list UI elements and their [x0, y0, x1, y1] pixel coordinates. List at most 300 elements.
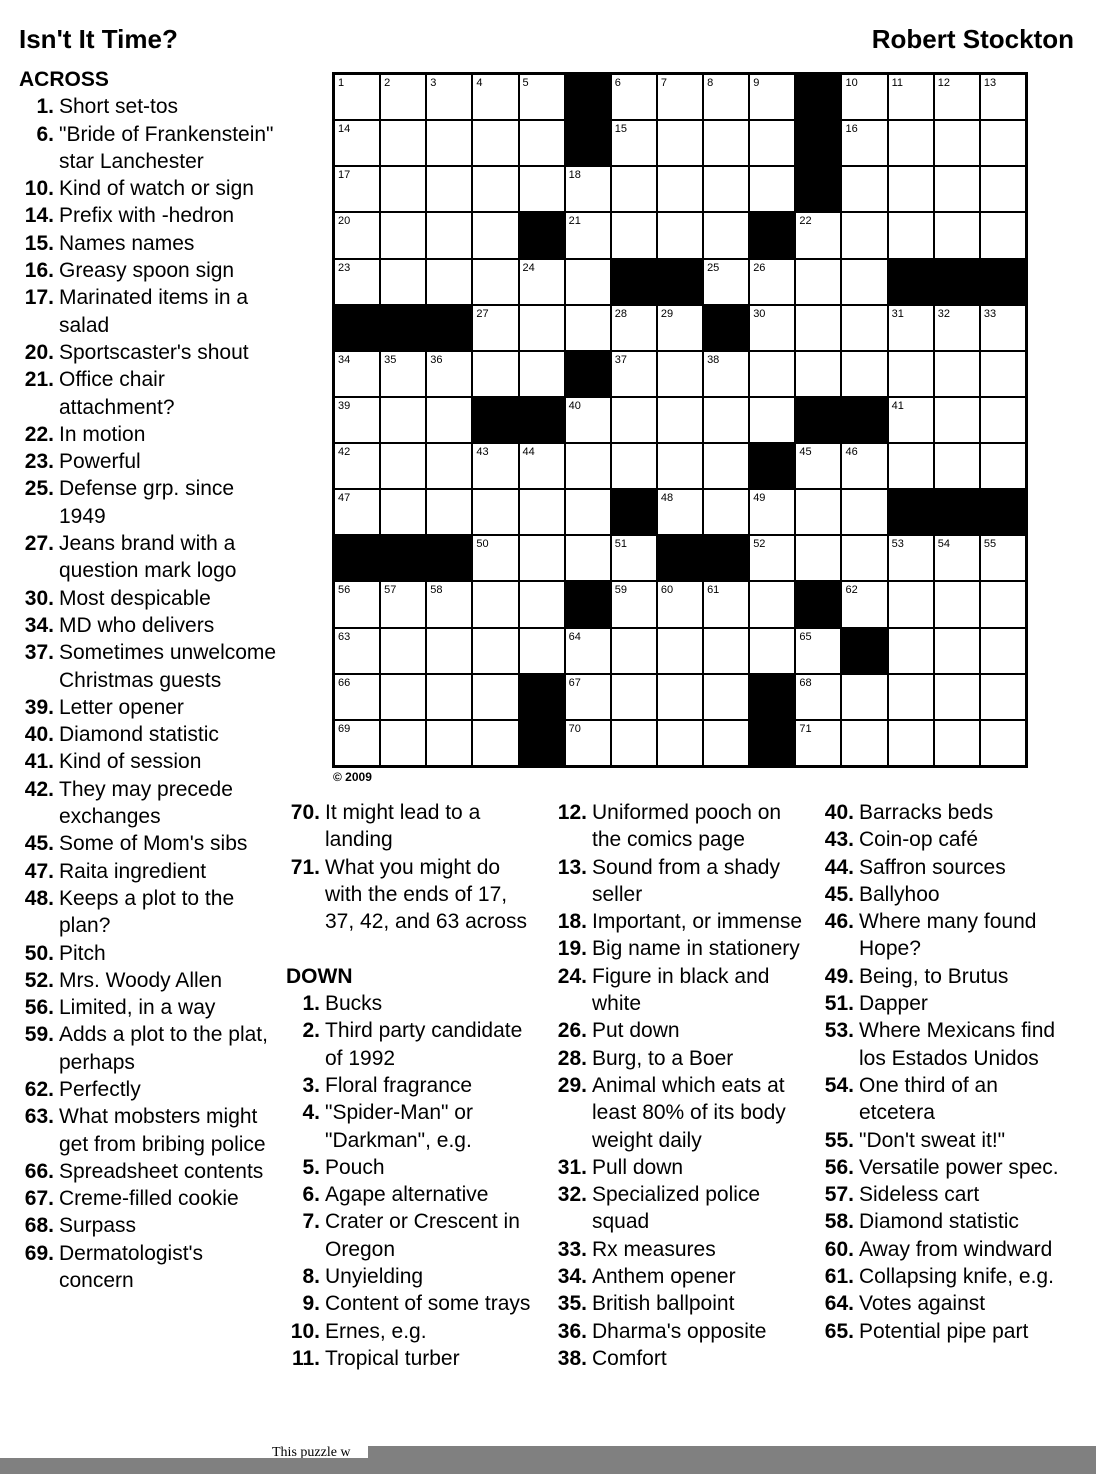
- grid-cell[interactable]: [889, 675, 933, 719]
- grid-cell[interactable]: [750, 352, 794, 396]
- grid-cell[interactable]: [889, 213, 933, 257]
- grid-cell[interactable]: [520, 75, 564, 119]
- grid-cell[interactable]: [842, 444, 886, 488]
- grid-cell[interactable]: [889, 167, 933, 211]
- grid-cell[interactable]: [842, 306, 886, 350]
- grid-cell[interactable]: [566, 536, 610, 580]
- grid-cell[interactable]: [750, 75, 794, 119]
- clue-item: [820, 1290, 1075, 1317]
- grid-cell[interactable]: [381, 675, 425, 719]
- grid-cell[interactable]: [427, 582, 471, 626]
- cell-number: 13: [983, 77, 997, 89]
- clue-text: Anthem opener: [592, 1265, 736, 1289]
- clue-item: [820, 1208, 1075, 1235]
- clue-item: [286, 1072, 536, 1099]
- grid-cell[interactable]: [612, 536, 656, 580]
- clue-text: Sound from a shady seller: [592, 855, 780, 906]
- clue-number: 60.: [824, 1237, 854, 1261]
- grid-cell[interactable]: [704, 629, 748, 673]
- cell-number: 26: [753, 261, 766, 274]
- clue-text: They may precede exchanges: [59, 777, 233, 829]
- grid-cell[interactable]: [981, 306, 1025, 350]
- grid-cell[interactable]: [842, 352, 886, 396]
- grid-cell[interactable]: [612, 213, 656, 257]
- grid-cell[interactable]: [473, 721, 517, 765]
- grid-cell[interactable]: [473, 306, 517, 350]
- grid-cell[interactable]: [889, 721, 933, 765]
- clue-item: [820, 1127, 1075, 1154]
- grid-cell[interactable]: [612, 444, 656, 488]
- clue-item: [820, 881, 1075, 908]
- grid-cell[interactable]: [704, 352, 748, 396]
- grid-cell[interactable]: [612, 398, 656, 442]
- clue-text: Adds a plot to the plat, perhaps: [59, 1023, 268, 1074]
- clue-text: Keeps a plot to the plan?: [59, 886, 235, 938]
- grid-cell[interactable]: [889, 444, 933, 488]
- grid-cell[interactable]: [335, 260, 379, 304]
- clue-item: [820, 1072, 1075, 1127]
- grid-cell[interactable]: [473, 629, 517, 673]
- clue-number: 50.: [24, 941, 54, 965]
- grid-cell[interactable]: [750, 306, 794, 350]
- grid-cell[interactable]: [889, 398, 933, 442]
- clue-item: [19, 257, 279, 284]
- grid-cell[interactable]: [750, 536, 794, 580]
- clue-item: [19, 1212, 279, 1239]
- grid-cell[interactable]: [566, 306, 610, 350]
- crossword-grid: [332, 72, 1028, 768]
- clue-text: "Spider-Man" or "Darkman", e.g.: [325, 1101, 473, 1152]
- grid-cell[interactable]: [566, 721, 610, 765]
- cell-number: 50: [476, 538, 489, 551]
- grid-cell[interactable]: [427, 213, 471, 257]
- grid-cell[interactable]: [981, 213, 1025, 257]
- clue-item: [19, 230, 279, 257]
- grid-cell[interactable]: [842, 490, 886, 534]
- grid-cell[interactable]: [842, 260, 886, 304]
- grid-cell[interactable]: [381, 490, 425, 534]
- grid-cell[interactable]: [381, 352, 425, 396]
- cell-number: 55: [983, 538, 997, 551]
- grid-cell[interactable]: [842, 536, 886, 580]
- grid-cell[interactable]: [520, 582, 564, 626]
- grid-cell[interactable]: [520, 490, 564, 534]
- grid-cell[interactable]: [381, 629, 425, 673]
- grid-cell[interactable]: [704, 121, 748, 165]
- grid-cell[interactable]: [658, 398, 702, 442]
- grid-cell[interactable]: [612, 582, 656, 626]
- grid-cell[interactable]: [566, 444, 610, 488]
- grid-cell[interactable]: [842, 675, 886, 719]
- black-square: [796, 75, 840, 119]
- grid-cell[interactable]: [796, 536, 840, 580]
- grid-cell[interactable]: [381, 260, 425, 304]
- grid-cell[interactable]: [796, 721, 840, 765]
- clue-number: 37.: [24, 641, 54, 665]
- grid-cell[interactable]: [473, 444, 517, 488]
- grid-cell[interactable]: [335, 352, 379, 396]
- grid-cell[interactable]: [981, 675, 1025, 719]
- cell-number: 39: [338, 399, 351, 412]
- grid-cell[interactable]: [704, 582, 748, 626]
- grid-cell[interactable]: [335, 121, 379, 165]
- grid-cell[interactable]: [473, 167, 517, 211]
- grid-cell[interactable]: [427, 398, 471, 442]
- clue-text: It might lead to a landing: [325, 801, 481, 852]
- cell-number: 6: [614, 77, 621, 89]
- clue-text: Content of some trays: [325, 1292, 531, 1316]
- cell-number: 56: [338, 584, 351, 597]
- grid-cell[interactable]: [427, 629, 471, 673]
- grid-cell[interactable]: [612, 167, 656, 211]
- clue-item: [286, 1154, 536, 1181]
- clue-number: 23.: [24, 450, 54, 474]
- grid-cell[interactable]: [520, 352, 564, 396]
- grid-cell[interactable]: [335, 75, 379, 119]
- grid-cell[interactable]: [935, 536, 979, 580]
- grid-cell[interactable]: [381, 121, 425, 165]
- grid-cell[interactable]: [381, 167, 425, 211]
- grid-cell[interactable]: [704, 444, 748, 488]
- clue-text: Big name in stationery: [592, 937, 800, 961]
- grid-cell[interactable]: [520, 629, 564, 673]
- grid-cell[interactable]: [427, 490, 471, 534]
- cell-number: 29: [660, 307, 674, 320]
- clue-text: Tropical turber: [325, 1346, 460, 1370]
- cell-number: 64: [568, 630, 581, 643]
- grid-cell[interactable]: [381, 582, 425, 626]
- grid-cell[interactable]: [520, 444, 564, 488]
- grid-cell[interactable]: [842, 721, 886, 765]
- grid-cell[interactable]: [750, 398, 794, 442]
- grid-cell[interactable]: [658, 121, 702, 165]
- grid-cell[interactable]: [473, 490, 517, 534]
- cell-number: 33: [983, 307, 997, 320]
- clue-item: [552, 1263, 814, 1290]
- black-square: [520, 721, 564, 765]
- grid-cell[interactable]: [335, 490, 379, 534]
- grid-cell[interactable]: [612, 352, 656, 396]
- cell-number: 9: [753, 77, 760, 89]
- grid-cell[interactable]: [796, 352, 840, 396]
- black-square: [935, 490, 979, 534]
- grid-cell[interactable]: [889, 306, 933, 350]
- cell-number: 16: [845, 123, 858, 136]
- black-square: [658, 260, 702, 304]
- clue-item: [820, 1236, 1075, 1263]
- grid-cell[interactable]: [658, 582, 702, 626]
- grid-cell[interactable]: [658, 444, 702, 488]
- grid-cell[interactable]: [981, 444, 1025, 488]
- grid-cell[interactable]: [612, 121, 656, 165]
- grid-cell[interactable]: [612, 721, 656, 765]
- clue-text: "Don't sweat it!": [859, 1128, 1006, 1152]
- clue-number: 66.: [24, 1159, 54, 1183]
- black-square: [750, 444, 794, 488]
- grid-cell[interactable]: [935, 213, 979, 257]
- black-square: [566, 75, 610, 119]
- grid-cell[interactable]: [935, 75, 979, 119]
- black-square: [750, 721, 794, 765]
- cell-number: 59: [614, 584, 628, 597]
- clue-text: Defense grp. since 1949: [59, 477, 235, 528]
- section-header: DOWN: [286, 964, 353, 988]
- black-square: [520, 398, 564, 442]
- grid-cell[interactable]: [750, 260, 794, 304]
- clue-item: [19, 366, 279, 421]
- grid-cell[interactable]: [935, 629, 979, 673]
- cell-number: 67: [568, 676, 581, 689]
- clue-item: [820, 1154, 1075, 1181]
- clue-number: 7.: [302, 1210, 320, 1234]
- grid-cell[interactable]: [981, 121, 1025, 165]
- cell-number: 44: [522, 446, 535, 459]
- cell-number: 22: [799, 215, 812, 228]
- grid-cell[interactable]: [427, 675, 471, 719]
- cell-number: 35: [384, 353, 397, 366]
- grid-cell[interactable]: [750, 167, 794, 211]
- grid-cell[interactable]: [981, 352, 1025, 396]
- clue-number: 10.: [290, 1319, 320, 1343]
- grid-cell[interactable]: [473, 213, 517, 257]
- grid-cell[interactable]: [981, 721, 1025, 765]
- grid-cell[interactable]: [842, 121, 886, 165]
- grid-cell[interactable]: [704, 490, 748, 534]
- grid-cell[interactable]: [381, 75, 425, 119]
- clue-text: Short set-tos: [59, 95, 179, 119]
- grid-cell[interactable]: [473, 675, 517, 719]
- clue-number: 8.: [302, 1265, 320, 1289]
- clue-number: 41.: [24, 750, 54, 774]
- grid-cell[interactable]: [981, 167, 1025, 211]
- grid-cell[interactable]: [566, 629, 610, 673]
- grid-cell[interactable]: [981, 582, 1025, 626]
- grid-cell[interactable]: [381, 213, 425, 257]
- grid-cell[interactable]: [473, 260, 517, 304]
- footer-text: This puzzle w: [272, 1446, 351, 1458]
- cell-number: 2: [384, 77, 391, 89]
- grid-cell[interactable]: [981, 398, 1025, 442]
- grid-cell[interactable]: [889, 629, 933, 673]
- grid-cell[interactable]: [473, 121, 517, 165]
- grid-cell[interactable]: [658, 352, 702, 396]
- clue-number: 53.: [824, 1019, 854, 1043]
- clue-text: British ballpoint: [592, 1292, 735, 1316]
- grid-cell[interactable]: [427, 75, 471, 119]
- grid-cell[interactable]: [842, 213, 886, 257]
- grid-cell[interactable]: [889, 582, 933, 626]
- cell-number: 66: [338, 676, 351, 689]
- clue-number: 71.: [290, 855, 320, 879]
- grid-cell[interactable]: [658, 721, 702, 765]
- grid-cell[interactable]: [612, 75, 656, 119]
- cell-number: 23: [338, 261, 351, 274]
- grid-cell[interactable]: [796, 490, 840, 534]
- grid-cell[interactable]: [335, 444, 379, 488]
- grid-cell[interactable]: [796, 444, 840, 488]
- cell-number: 54: [937, 538, 950, 551]
- grid-cell[interactable]: [935, 398, 979, 442]
- clue-text: Some of Mom's sibs: [59, 832, 248, 856]
- grid-cell[interactable]: [935, 721, 979, 765]
- grid-cell[interactable]: [935, 121, 979, 165]
- clue-item: [552, 1072, 814, 1154]
- clue-number: 30.: [24, 586, 54, 610]
- grid-cell[interactable]: [520, 121, 564, 165]
- clue-number: 21.: [24, 368, 54, 392]
- black-square: [796, 121, 840, 165]
- grid-cell[interactable]: [796, 306, 840, 350]
- grid-cell[interactable]: [427, 721, 471, 765]
- grid-cell[interactable]: [520, 167, 564, 211]
- clue-item: [19, 1021, 279, 1076]
- grid-cell[interactable]: [612, 675, 656, 719]
- grid-cell[interactable]: [842, 582, 886, 626]
- grid-cell[interactable]: [842, 75, 886, 119]
- grid-cell[interactable]: [473, 75, 517, 119]
- clue-text: Where Mexicans find los Estados Unidos: [859, 1019, 1056, 1070]
- grid-cell[interactable]: [935, 582, 979, 626]
- grid-cell[interactable]: [473, 352, 517, 396]
- grid-cell[interactable]: [796, 213, 840, 257]
- clue-text: Kind of session: [59, 750, 202, 774]
- clue-number: 3.: [302, 1073, 320, 1097]
- grid-cell[interactable]: [889, 352, 933, 396]
- grid-cell[interactable]: [981, 75, 1025, 119]
- grid-cell[interactable]: [935, 352, 979, 396]
- grid-cell[interactable]: [704, 75, 748, 119]
- clue-item: [552, 1154, 814, 1181]
- black-square: [612, 260, 656, 304]
- cell-number: 4: [476, 77, 483, 89]
- clue-number: 57.: [824, 1183, 854, 1207]
- clue-item: [552, 908, 814, 935]
- grid-cell[interactable]: [750, 582, 794, 626]
- grid-cell[interactable]: [658, 675, 702, 719]
- grid-cell[interactable]: [658, 490, 702, 534]
- clue-item: [19, 93, 279, 120]
- grid-cell[interactable]: [520, 306, 564, 350]
- clue-number: 18.: [557, 910, 587, 934]
- grid-cell[interactable]: [658, 629, 702, 673]
- grid-cell[interactable]: [658, 75, 702, 119]
- grid-cell[interactable]: [381, 444, 425, 488]
- grid-cell[interactable]: [612, 629, 656, 673]
- clue-item: [286, 1099, 536, 1154]
- grid-cell[interactable]: [704, 675, 748, 719]
- grid-cell[interactable]: [935, 167, 979, 211]
- clue-text: Coin-op café: [859, 828, 979, 852]
- grid-cell[interactable]: [935, 444, 979, 488]
- grid-cell[interactable]: [889, 121, 933, 165]
- grid-cell[interactable]: [520, 260, 564, 304]
- grid-cell[interactable]: [335, 398, 379, 442]
- grid-cell[interactable]: [566, 213, 610, 257]
- grid-cell[interactable]: [427, 352, 471, 396]
- grid-cell[interactable]: [335, 629, 379, 673]
- clue-item: [552, 799, 814, 854]
- grid-cell[interactable]: [520, 536, 564, 580]
- clue-text: Dharma's opposite: [592, 1319, 767, 1343]
- clue-text: Agape alternative: [325, 1183, 489, 1207]
- grid-cell[interactable]: [704, 260, 748, 304]
- cell-number: 65: [799, 630, 812, 643]
- clue-item: [19, 885, 279, 940]
- grid-cell[interactable]: [473, 536, 517, 580]
- grid-cell[interactable]: [335, 167, 379, 211]
- grid-cell[interactable]: [335, 721, 379, 765]
- clue-item: [19, 612, 279, 639]
- grid-cell[interactable]: [566, 167, 610, 211]
- cell-number: 42: [338, 446, 351, 459]
- grid-cell[interactable]: [566, 675, 610, 719]
- clue-number: 42.: [24, 777, 54, 801]
- clue-number: 48.: [24, 886, 54, 910]
- grid-cell[interactable]: [566, 398, 610, 442]
- cell-number: 69: [338, 722, 351, 735]
- clue-number: 25.: [24, 477, 54, 501]
- cell-number: 47: [338, 492, 351, 505]
- grid-cell[interactable]: [473, 582, 517, 626]
- clue-text: Most despicable: [59, 586, 211, 610]
- cell-number: 52: [753, 538, 766, 551]
- grid-cell[interactable]: [704, 721, 748, 765]
- clue-number: 44.: [824, 855, 854, 879]
- grid-cell[interactable]: [658, 167, 702, 211]
- grid-cell[interactable]: [381, 398, 425, 442]
- clue-text: Animal which eats at least 80% of its body weight daily: [592, 1073, 786, 1152]
- grid-cell[interactable]: [981, 629, 1025, 673]
- grid-cell[interactable]: [750, 490, 794, 534]
- grid-cell[interactable]: [889, 536, 933, 580]
- grid-cell[interactable]: [796, 629, 840, 673]
- grid-cell[interactable]: [658, 306, 702, 350]
- grid-cell[interactable]: [335, 213, 379, 257]
- grid-cell[interactable]: [427, 260, 471, 304]
- grid-cell[interactable]: [796, 260, 840, 304]
- grid-cell[interactable]: [566, 260, 610, 304]
- clue-item: [820, 1181, 1075, 1208]
- grid-cell[interactable]: [704, 213, 748, 257]
- clue-text: Pouch: [325, 1155, 385, 1179]
- grid-cell[interactable]: [335, 675, 379, 719]
- grid-cell[interactable]: [704, 398, 748, 442]
- grid-cell[interactable]: [566, 490, 610, 534]
- grid-cell[interactable]: [750, 629, 794, 673]
- grid-cell[interactable]: [889, 75, 933, 119]
- clue-number: 14.: [24, 204, 54, 228]
- grid-cell[interactable]: [381, 721, 425, 765]
- cell-number: 71: [799, 722, 812, 735]
- grid-cell[interactable]: [842, 167, 886, 211]
- grid-cell[interactable]: [427, 167, 471, 211]
- clue-number: 19.: [557, 937, 587, 961]
- grid-cell[interactable]: [704, 167, 748, 211]
- grid-cell[interactable]: [796, 675, 840, 719]
- clue-item: [19, 530, 279, 585]
- grid-cell[interactable]: [427, 444, 471, 488]
- bottom-bar-overlay: [368, 1446, 1096, 1458]
- grid-cell[interactable]: [750, 121, 794, 165]
- grid-cell[interactable]: [427, 121, 471, 165]
- grid-cell[interactable]: [658, 213, 702, 257]
- grid-cell[interactable]: [335, 582, 379, 626]
- clue-number: 29.: [557, 1073, 587, 1097]
- grid-cell[interactable]: [612, 306, 656, 350]
- grid-cell[interactable]: [935, 306, 979, 350]
- grid-cell[interactable]: [981, 536, 1025, 580]
- grid-cell[interactable]: [935, 675, 979, 719]
